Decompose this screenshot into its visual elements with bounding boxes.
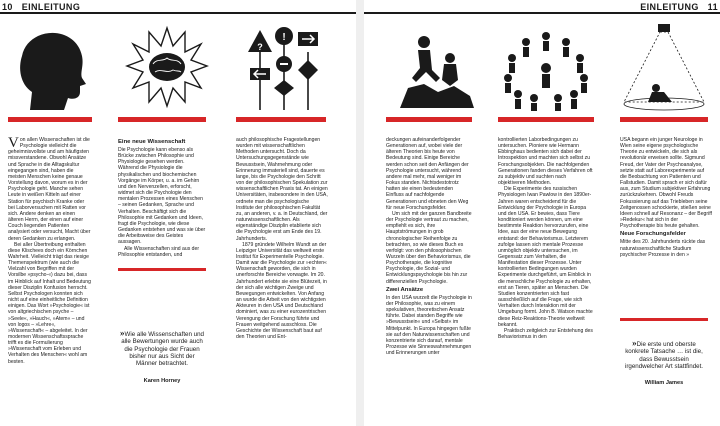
- right-page-number: 11: [707, 2, 718, 12]
- brain-burst-icon: [125, 22, 209, 112]
- body-paragraph: USA begann ein junger Neurologe in Wien seine eigene psychologische Theorie zu entwickeln, die sich als revolutionär erweisen sollte. Sigmund Freud, der Vater der Psychoanalyse, setzte statt auf Laborexperimente auf die Beobachtung von Patienten und Fallstudien. Damit sprach er sich dafür aus, zum Studium subjektiver Erfahrung zurückzukehren. Obwohl Freuds Fokussierung auf das Triebleben seine Zeitgenossen schockierte, stießen seine Ideen schnell auf Resonanz – der Begriff »Redekur« hat sich in der Psychotherapie bis heute gehalten.: [620, 137, 712, 230]
- body-paragraph: auch philosophische Fragestellungen wurden mit wissenschaftlichen Methoden untersucht. Doch da Untersuchungsgegenstände wie Bewusstsein, Wahrnehmung oder Erinnerung immateriell sind, dauerte es lange, bis die Psychologie den Schritt von der philosophischen Spekulation zur wissenschaftlichen Praxis tat. An einigen Universitäten, insbesondere in den USA, ordnete man die psychologische Institute der philosophischen Fakultät zu, an anderen, v. a. in Deutschland, der naturwissenschaftlichen. Als eigenständige Disziplin etablierte sich die Psychologie erst am Ende des 19. Jahrhunderts.: [236, 137, 328, 242]
- quote-author: Karen Horney: [143, 378, 181, 384]
- left-header: [2, 2, 80, 12]
- right-page: [364, 0, 720, 426]
- col1-red-bar: [8, 117, 92, 122]
- body-paragraph: Alle Wissenschaften sind aus der Philosophie entstanden, und: [118, 245, 200, 258]
- right-header-rule: [364, 12, 720, 14]
- col2-red-bar: [118, 117, 206, 122]
- pull-quote-text: Die erste und oberste konkrete Tatsache … ist die, dass Bewusstsein irgendwelcher Art stattfindet.: [624, 341, 704, 370]
- body-paragraph: Mitte des 20. Jahrhunderts rückte das naturwissenschaftliche Studium psychischer Prozesse in den »: [620, 239, 706, 258]
- right-quote-red-bar: [620, 318, 708, 321]
- left-column-1: [8, 137, 92, 425]
- left-column-2: [118, 137, 206, 263]
- body-paragraph: Die Experimente des russischen Physiologen Iwan Pawlow in den 1890er-Jahren waren entscheidend für die Entwicklung der Psychologie in Europa und den USA. Er bewies, dass Tiere konditioniert werden können, um eine bestimmte Reaktion hervorzurufen, eine Idee, aus der eine neue Bewegung entstand: der Behaviorismus. Letzterem zufolge lassen sich mentale Prozesse unmöglich objektiv untersuchen, im Gegensatz zum Verhalten, die Manifestation dieser Prozesse. Unter kontrollierten Bedingungen wurden Experimente durchgeführt, um Einblick in die menschliche Psychologie zu erhalten, erst an Tieren, später an Menschen. Die Studien konzentrierten sich fast ausschließlich auf die Frage, wie sich Verhalten durch Interaktion mit der Umgebung formt. John B. Watson machte diese Reiz-Reaktions-Theorie weltweit bekannt.: [498, 186, 593, 328]
- quote-red-bar: [118, 268, 206, 271]
- right-header: [640, 2, 718, 12]
- drop-cap: V: [8, 137, 19, 151]
- body-paragraph: Praktisch zeitgleich zur Entstehung des Behaviorismus in den: [498, 327, 593, 340]
- right-col2-red-bar: [498, 117, 594, 122]
- spotlight-figure-icon: [620, 22, 708, 112]
- section-heading: Neue Forschungsfelder: [620, 231, 686, 238]
- left-section-title: EINLEITUNG: [21, 2, 81, 12]
- page-gutter: [356, 0, 364, 426]
- left-column-3: [236, 137, 328, 425]
- col3-red-bar: [236, 117, 326, 122]
- right-column-1: [386, 137, 472, 425]
- body-paragraph: 1879 gründete Wilhelm Wundt an der Leipziger Universität das weltweit erste Institut für Experimentelle Psychologie. Damit war die Psychologie zur »echten« Wissenschaft geworden, die sich in unerforschte Bereiche vorwagte. Im 20. Jahrhundert erlebte sie eine Blütezeit, in der sich alle wichtigen Zweige und Bewegungen entwickelten. Von Anfang an wurde die Arbeit von den wichtigsten Akteuren in den USA und Deutschland dominiert, was zu einer eurozentrischen Verengung der Forschung führte und Frauen weitgehend ausschloss. Die Geschichte der Wissenschaft baut auf den Theorien und Ent-: [236, 241, 327, 340]
- right-column-2: [498, 137, 594, 425]
- quote-mark-icon: »: [632, 338, 637, 348]
- left-page-number: 10: [2, 2, 13, 12]
- people-on-rock-icon: [394, 22, 478, 112]
- body-paragraph: deckungen aufeinanderfolgender Generationen auf, wobei viele der älteren Theorien bis heute von Bedeutung sind. Einige Bereiche werden schon seit den Anfängen der Psychologie untersucht, während andere mal mehr, mal weniger im Fokus standen. Nichtsdestotrotz hatten sie einen bedeutenden Einfluss auf nachfolgende Generationen und ebneten den Weg für neue Forschungsfelder.: [386, 137, 469, 211]
- svg-text:?: ?: [257, 42, 263, 52]
- svg-text:!: !: [282, 32, 286, 43]
- right-col3-red-bar: [620, 117, 708, 122]
- left-page: [0, 0, 356, 426]
- left-header-rule: [0, 12, 356, 14]
- traffic-signs-icon: [240, 22, 324, 112]
- head-silhouette-icon: [8, 22, 92, 112]
- body-paragraph: Die Psychologie kann ebenso als Brücke zwischen Philosophie und Physiologie gesehen werden. Während die Physiologie die physikalischen und biochemischen Vorgänge im Körper, u. a. im Gehirn und den Nervenzellen, erforscht, widmet sich die Psychologie den mentalen Prozessen eines Menschen – seinen Gedanken, Sprache und Verhalten. Beschäftigt sich die Philosophie mit Gedanken und Ideen, fragt die Psychologie, wie diese Gedanken entstehen und was sie über die Arbeitsweise des Geistes aussagen.: [118, 147, 206, 246]
- section-heading: Zwei Ansätze: [386, 286, 424, 293]
- right-column-3: [620, 137, 712, 315]
- right-section-title: EINLEITUNG: [640, 2, 699, 12]
- body-paragraph: Um sich mit der ganzen Bandbreite der Psychologie vertraut zu machen, empfiehlt es sich, ihre Hauptströmungen in grob chronologischer Reihenfolge zu betrachten, so wie dieses Buch es verfolgt: von den philosophischen Wurzeln über den Behaviorismus, die Psychotherapie, die kognitive Psychologie, die Sozial- und Entwicklungspsychologie bis hin zur differenziellen Psychologie.: [386, 210, 472, 285]
- body-paragraph: kontrollierten Laborbedingungen zu untersuchen. Pioniere wie Hermann Ebbinghaus bedienten sich dabei der Introspektion und machten sich selbst zu Forschungsobjekten. Die nachfolgenden Generationen fanden dieses Verfahren oft zu subjektiv und suchten nach objektiveren Methoden.: [498, 137, 593, 187]
- pull-quote: [118, 330, 206, 367]
- right-pull-quote: [620, 340, 708, 370]
- crowd-circle-icon: [498, 22, 594, 112]
- body-paragraph: on allen Wissenschaften ist die Psychologie vielleicht die geheimnisvollste und am häufigsten missverstandene. Obwohl Ansätze und Sprache in die Alltagskultur eingegangen sind, haben die meisten Menschen keine genaue Vorstellung davon, worum es in der Psychologie geht. Manche sehen Leute in weißen Kitteln auf einer Station für psychisch Kranke oder bei Laborversuchen mit Ratten vor sich. Andere denken an einen älteren Herrn, der einen auf einer Couch liegenden Patienten analysiert oder versucht, Macht über deren Gedanken zu erlangen.: [8, 137, 91, 242]
- section-heading: Eine neue Wissenschaft: [118, 139, 186, 145]
- body-paragraph: Bei aller Übertreibung enthalten diese Klischees doch ein Körnchen Wahrheit. Vielleicht trägt das riesige Themenspektrum (wie auch die Vielzahl von Begriffen mit der Vorsilbe »psycho-«) dazu bei, dass im Hinblick auf Inhalt und Bedeutung dieser Disziplin Konfusion herrscht. Selbst Psychologen konnten sich nicht auf eine einheitliche Definition einigen. Das Wort »Psychologie« ist von altgriechischen psyche – »Seele«, »Hauch«, »Atem« – und von logos – »Lehre«, »Wissenschaft« – abgeleitet. In der modernen Wissenschaftssprache trifft es die Formulierung »Wissenschaft vom Erleben und Verhalten des Menschen« wohl am besten.: [8, 241, 91, 365]
- pull-quote-text: Wie alle Wissenschaften und alle Bewertungen wurde auch die Psychologie der Frauen bisher nur aus Sicht der Männer betrachtet.: [121, 331, 204, 368]
- quote-author: William James: [644, 380, 684, 386]
- quote-mark-icon: »: [120, 328, 125, 338]
- body-paragraph: In den USA wurzelt die Psychologie in der Philosophie, was zu einem spekulativen, theoretischen Ansatz führte. Dabei standen Begriffe wie »Bewusstsein« und »Selbst« im Mittelpunkt. In Europa hingegen fußte sie auf den Naturwissenschaften und konzentrierte sich darauf, mentale Prozesse wie Sinneswahrnehmungen und Erinnerungen unter: [386, 294, 472, 357]
- right-col1-red-bar: [386, 117, 472, 122]
